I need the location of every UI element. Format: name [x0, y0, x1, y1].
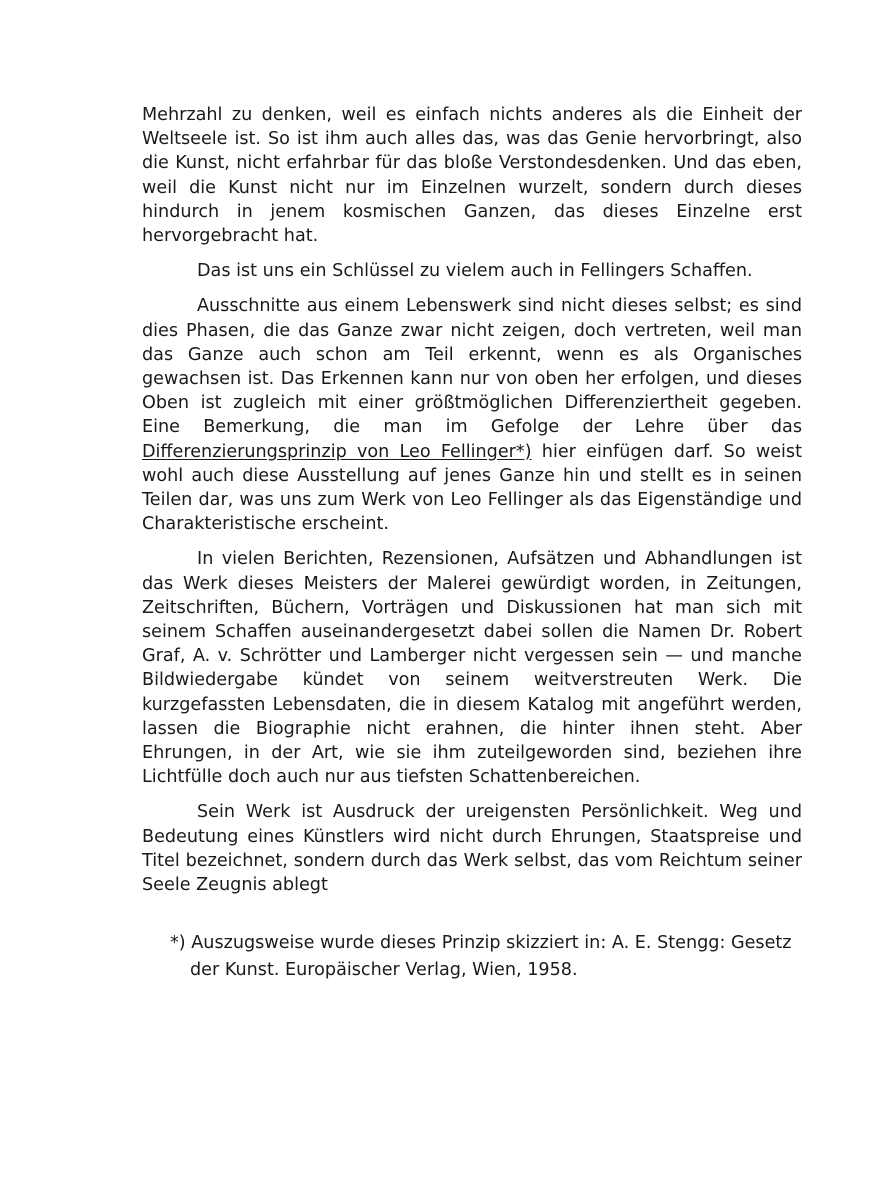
footnote-line-1: *) Auszugsweise wurde dieses Prinzip skizziert in: A. E. Stengg: Gesetz	[170, 933, 792, 953]
paragraph-5: Sein Werk ist Ausdruck der ureigensten Persönlichkeit. Weg und Bedeutung eines Künstlers wird nicht durch Ehrungen, Staatspreise und Titel bezeichnet, sondern durch das Werk selbst, das vom Reichtum seiner Seele Zeugnis ablegt	[142, 802, 802, 896]
document-body	[142, 103, 802, 908]
paragraph-1: Mehrzahl zu denken, weil es einfach nichts anderes als die Einheit der Weltseele ist. So ist ihm auch alles das, was das Genie hervorbringt, also die Kunst, nicht erfahrbar für das bloße Verstondesdenken. Und das eben, weil die Kunst nicht nur im Einzelnen wurzelt, sondern durch dieses hindurch in jenem kosmischen Ganzen, das dieses Einzelne erst hervorgebracht hat.	[142, 105, 802, 247]
paragraph-3	[142, 294, 802, 536]
paragraph-3-text-after: hier einfügen darf. So weist wohl auch diese Ausstellung auf jenes Ganze hin und stellt es in seinen Teilen dar, was uns zum Werk von Leo Fellinger als das Eigenständige und Charakteristische erscheint.	[142, 441, 802, 535]
paragraph-2: Das ist uns ein Schlüssel zu vielem auch in Fellingers Schaffen.	[197, 261, 753, 282]
paragraph-3-text-before: Ausschnitte aus einem Lebenswerk sind nicht dieses selbst; es sind dies Phasen, die das Ganze zwar nicht zeigen, doch vertreten, weil man das Ganze auch schon am Teil erkennt, wenn es als Organisches gewachsen ist. Das Erkennen kann nur von oben her erfolgen, und dieses Oben ist zugleich mit einer größtmöglichen Differenziertheit gegeben. Eine Bemerkung, die man im Gefolge der Lehre über das	[142, 296, 802, 438]
footnote-reference-link[interactable]: Differenzierungsprinzip von Leo Fellinger*)	[142, 441, 532, 462]
footnote	[170, 930, 810, 984]
paragraph-4: In vielen Berichten, Rezensionen, Aufsätzen und Abhandlungen ist das Werk dieses Meisters der Malerei gewürdigt worden, in Zeitungen, Zeitschriften, Büchern, Vorträgen und Diskussionen hat man sich mit seinem Schaffen auseinandergesetzt dabei sollen die Namen Dr. Robert Graf, A. v. Schrötter und Lamberger nicht vergessen sein — und manche Bildwiedergabe kündet von seinem weitverstreuten Werk. Die kurzgefassten Lebensdaten, die in diesem Katalog mit angeführt werden, lassen die Biographie nicht erahnen, die hinter ihnen steht. Aber Ehrungen, in der Art, wie sie ihm zuteilgeworden sind, beziehen ihre Lichtfülle doch auch nur aus tiefsten Schattenbereichen.	[142, 549, 802, 788]
footnote-line-2: der Kunst. Europäischer Verlag, Wien, 1958.	[190, 960, 578, 980]
